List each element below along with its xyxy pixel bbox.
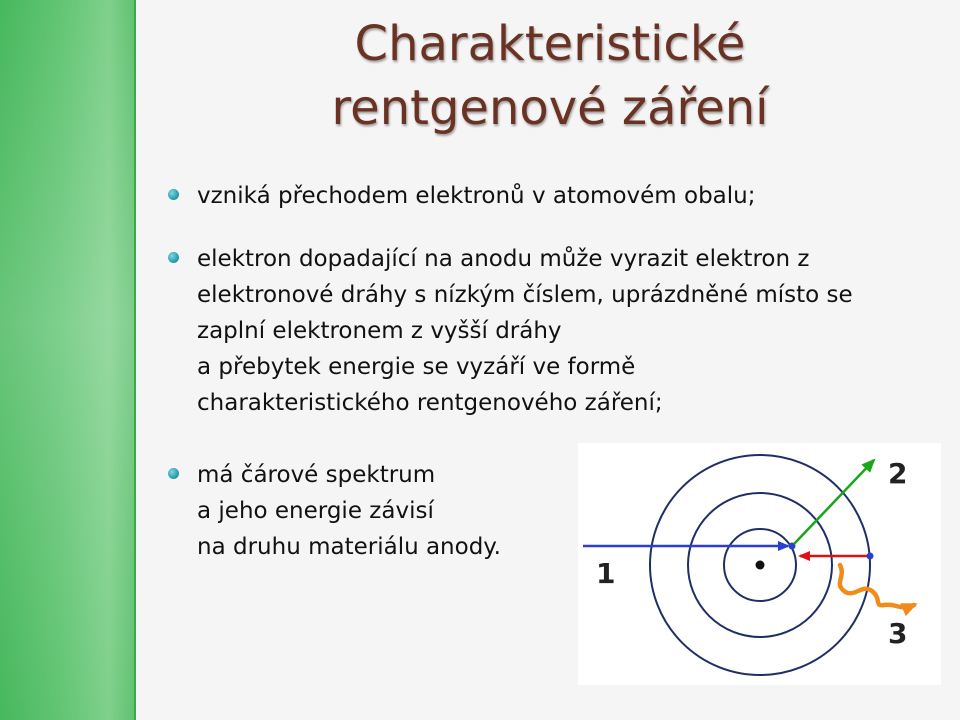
bullet-text-line: má čárové spektrum: [197, 462, 436, 488]
side-decorative-band: [0, 0, 136, 720]
title-line-2: rentgenové záření: [331, 80, 769, 136]
bullet-dot-icon: [168, 189, 179, 200]
ejected-electron-arrow: [794, 460, 874, 544]
emitted-xray-wave: [840, 565, 914, 607]
bullet-text-line: vzniká přechodem elektronů v atomovém obalu;: [197, 183, 756, 209]
bullet-item: [168, 241, 853, 421]
slide-title: [150, 12, 950, 140]
bullet-text-line: a jeho energie závisí: [197, 498, 434, 524]
bullet-text-line: zaplní elektronem z vyšší dráhy: [197, 318, 562, 344]
bullet-text-line: na druhu materiálu anody.: [197, 534, 501, 560]
bullet-text-line: a přebytek energie se vyzáří ve formě: [197, 354, 636, 380]
bullet-item: [168, 457, 501, 565]
bullet-text-line: elektron dopadající na anodu může vyrazit elektron z: [197, 246, 810, 272]
label-1: 1: [596, 557, 616, 590]
bullet-text-line: elektronové dráhy s nízkým číslem, uprázdněné místo se: [197, 282, 853, 308]
title-line-1: Charakteristické: [354, 16, 746, 72]
bullet-dot-icon: [168, 252, 179, 263]
bullet-item: [168, 178, 756, 214]
nucleus: [756, 561, 765, 570]
bullet-dot-icon: [168, 468, 179, 479]
atom-diagram: [578, 443, 941, 685]
outer-electron-dot: [867, 553, 874, 560]
label-2: 2: [888, 457, 908, 490]
label-3: 3: [888, 617, 908, 650]
bullet-text-line: charakteristického rentgenového záření;: [197, 390, 663, 416]
